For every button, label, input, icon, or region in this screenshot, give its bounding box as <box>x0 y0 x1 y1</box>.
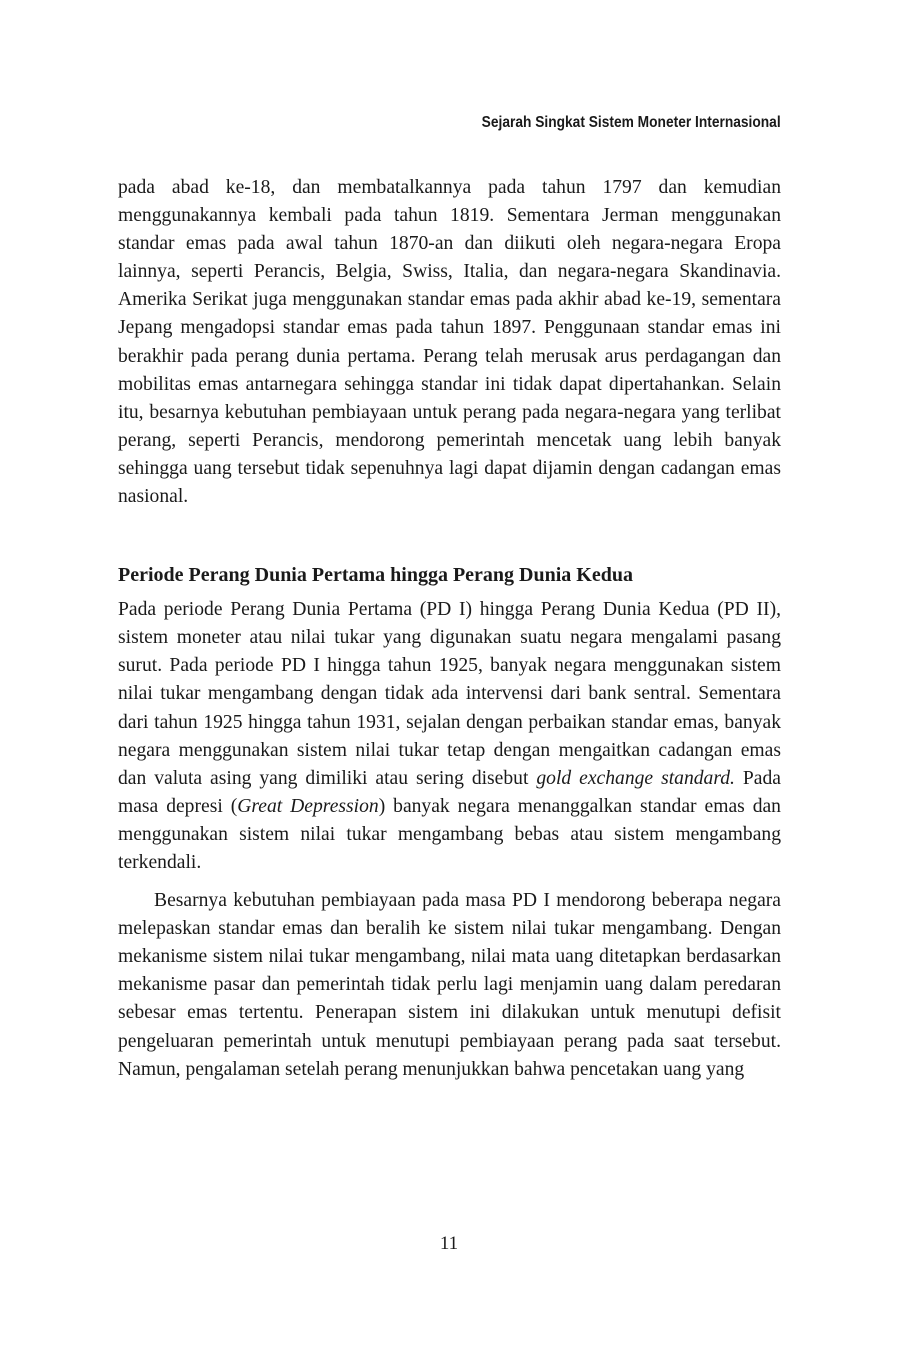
paragraph-text: Pada periode Perang Dunia Pertama (PD I) hingga Perang Dunia Kedua (PD II), sistem moneter atau nilai tukar yang digunakan suatu negara mengalami pasang surut. Pada periode PD I hingga tahun 1925, banyak negara menggunakan sistem nilai tukar mengambang dengan tidak ada intervensi dari bank sentral. Sementara dari tahun 1925 hingga tahun 1931, sejalan dengan perbaikan standar emas, banyak negara menggunakan sistem nilai tukar tetap dengan mengaitkan cadangan emas dan valuta asing yang dimiliki atau sering disebut <box>118 599 781 789</box>
paragraph-text: ) banyak negara menanggalkan standar emas dan menggunakan sistem nilai tukar mengambang bebas atau sistem mengambang terkendali. <box>118 795 781 873</box>
italic-term: Great Depression <box>237 795 379 817</box>
italic-term: gold exchange standard. <box>536 767 735 789</box>
section-heading: Periode Perang Dunia Pertama hingga Perang Dunia Kedua <box>118 564 633 587</box>
paragraph-text: Pada masa depresi ( <box>118 767 781 817</box>
body-paragraph: pada abad ke-18, dan membatalkannya pada tahun 1797 dan kemudian menggunakannya kembali pada tahun 1819. Sementara Jerman menggunakan standar emas pada awal tahun 1870-an dan diikuti oleh negara-negara Eropa lainnya, seperti Perancis, Belgia, Swiss, Italia, dan negara-negara Skandinavia. Amerika Serikat juga menggunakan standar emas pada akhir abad ke-19, sementara Jepang mengadopsi standar emas pada tahun 1897. Penggunaan standar emas ini berakhir pada perang dunia pertama. Perang telah merusak arus perdagangan dan mobilitas emas antarnegara sehingga standar ini tidak dapat dipertahankan. Selain itu, besarnya kebutuhan pembiayaan untuk perang pada negara-negara yang terlibat perang, seperti Perancis, mendorong pemerintah mencetak uang lebih banyak sehingga uang tersebut tidak sepenuhnya lagi dapat dijamin dengan cadangan emas nasional. <box>118 177 781 508</box>
body-paragraph: Besarnya kebutuhan pembiayaan pada masa PD I mendorong beberapa negara melepaskan standar emas dan beralih ke sistem nilai tukar mengambang. Dengan mekanisme sistem nilai tukar mengambang, nilai mata uang ditetapkan berdasarkan mekanisme pasar dan pemerintah tidak perlu lagi menjamin uang dalam peredaran sebesar emas tertentu. Penerapan sistem ini dilakukan untuk menutupi defisit pengeluaran pemerintah untuk menutupi pembiayaan perang pada saat tersebut. Namun, pengalaman setelah perang menunjukkan bahwa pencetakan uang yang <box>118 890 781 1080</box>
body-paragraph <box>118 596 781 877</box>
running-header: Sejarah Singkat Sistem Moneter Internasional <box>482 114 781 131</box>
page-number: 11 <box>439 1233 459 1254</box>
page-body <box>118 174 781 1084</box>
